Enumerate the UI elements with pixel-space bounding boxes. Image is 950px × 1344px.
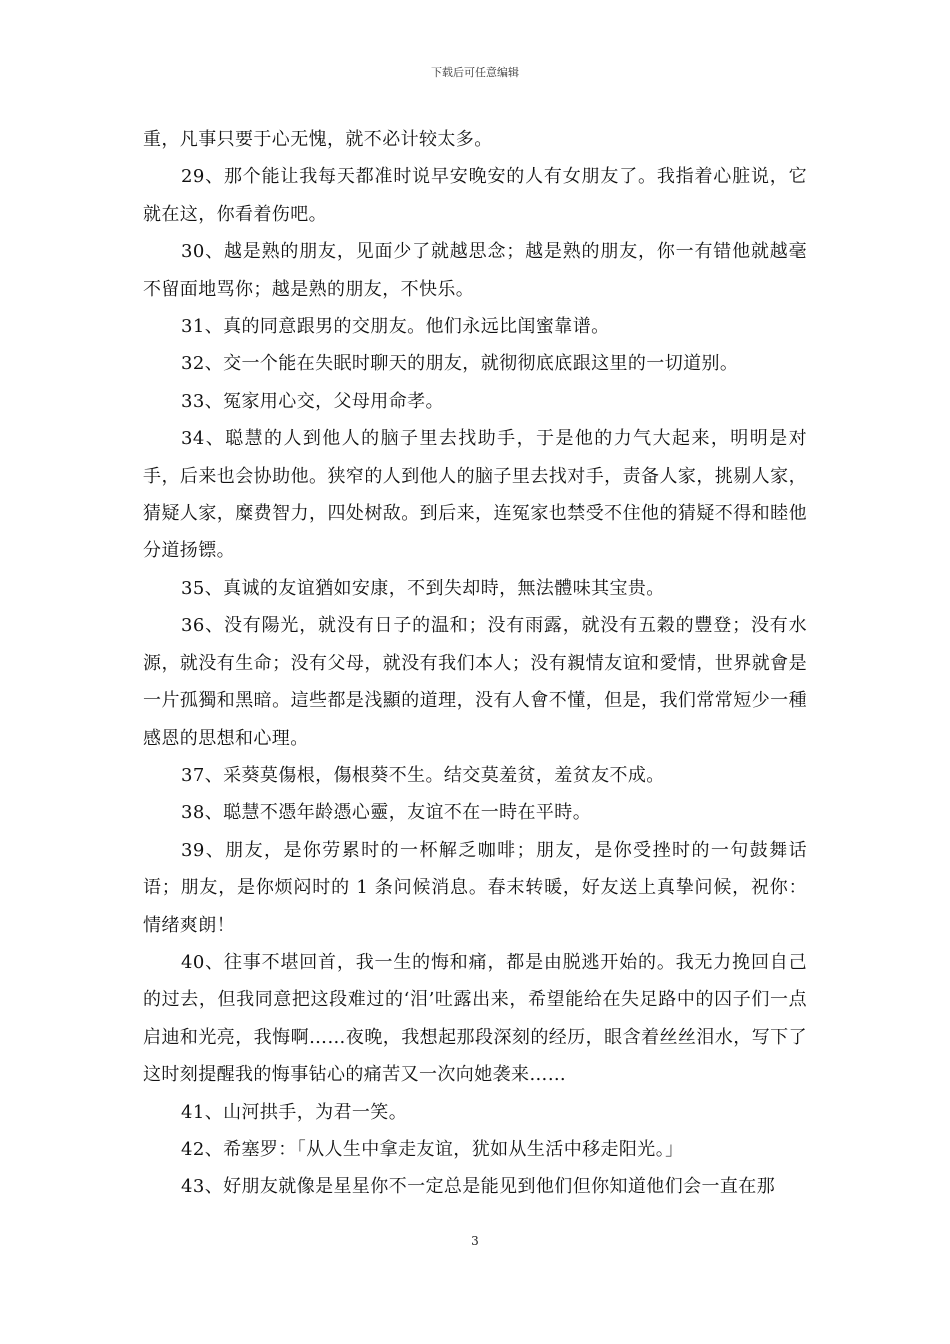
paragraph-continuation: 重，凡事只要于心无愧，就不必计较太多。 <box>143 129 493 150</box>
paragraph-31: 31、真的同意跟男的交朋友。他们永远比闺蜜靠谱。 <box>181 316 610 338</box>
paragraph-38: 38、聪慧不憑年龄憑心靈，友谊不在一時在平時。 <box>181 802 592 824</box>
paragraph-41: 41、山河拱手，为君一笑。 <box>181 1101 408 1123</box>
paragraph-33: 33、冤家用心交，父母用命孝。 <box>181 390 444 412</box>
paragraph-40: 40、往事不堪回首，我一生的悔和痛，都是由脱逃开始的。我无力挽回自己的过去，但我同意把这段难过的‘泪’吐露出来，希望能给在失足路中的囚子们一点启迪和光亮，我悔啊……夜晚，我想起那段深刻的经历，眼含着丝丝泪水，写下了这时刻提醒我的悔事钻心的痛苦又一次向她袭来…… <box>143 951 807 1086</box>
page-header: 下载后可任意编辑 <box>431 66 519 79</box>
paragraph-43: 43、好朋友就像是星星你不一定总是能见到他们但你知道他们会一直在那 <box>181 1176 776 1198</box>
page-number: 3 <box>471 1234 479 1248</box>
paragraph-37: 37、采葵莫傷根，傷根葵不生。结交莫羞贫，羞贫友不成。 <box>181 764 665 786</box>
paragraph-36: 36、没有陽光，就没有日子的温和；没有雨露，就没有五穀的豐登；没有水源，就没有生命；没有父母，就没有我们本人；没有親情友谊和愛情，世界就會是一片孤獨和黑暗。這些都是浅顯的道理，没有人會不懂，但是，我们常常短少一種感恩的思想和心理。 <box>143 615 807 749</box>
paragraph-34: 34、聪慧的人到他人的脑子里去找助手，于是他的力气大起来，明明是对手，后来也会协助他。狭窄的人到他人的脑子里去找对手，责备人家，挑剔人家，猜疑人家，糜费智力，四处树敌。到后来，连冤家也禁受不住他的猜疑不得和睦他分道扬镖。 <box>143 428 807 562</box>
paragraph-30: 30、越是熟的朋友，见面少了就越思念；越是熟的朋友，你一有错他就越毫不留面地骂你；越是熟的朋友，不快乐。 <box>143 241 807 300</box>
paragraph-42: 42、希塞罗：「从人生中拿走友谊，犹如从生活中移走阳光。」 <box>181 1138 684 1160</box>
document-body <box>143 121 807 1206</box>
paragraph-39: 39、朋友，是你劳累时的一杯解乏咖啡；朋友，是你受挫时的一句鼓舞话语；朋友，是你烦闷时的 1 条问候消息。春末转暖，好友送上真挚问候，祝你：情绪爽朗！ <box>143 839 807 936</box>
paragraph-29: 29、那个能让我每天都准时说早安晚安的人有女朋友了。我指着心脏说，它就在这，你看着伤吧。 <box>143 166 807 225</box>
paragraph-35: 35、真诚的友谊猶如安康，不到失却時，無法體味其宝贵。 <box>181 577 665 599</box>
paragraph-32: 32、交一个能在失眠时聊天的朋友，就彻彻底底跟这里的一切道别。 <box>181 353 739 375</box>
